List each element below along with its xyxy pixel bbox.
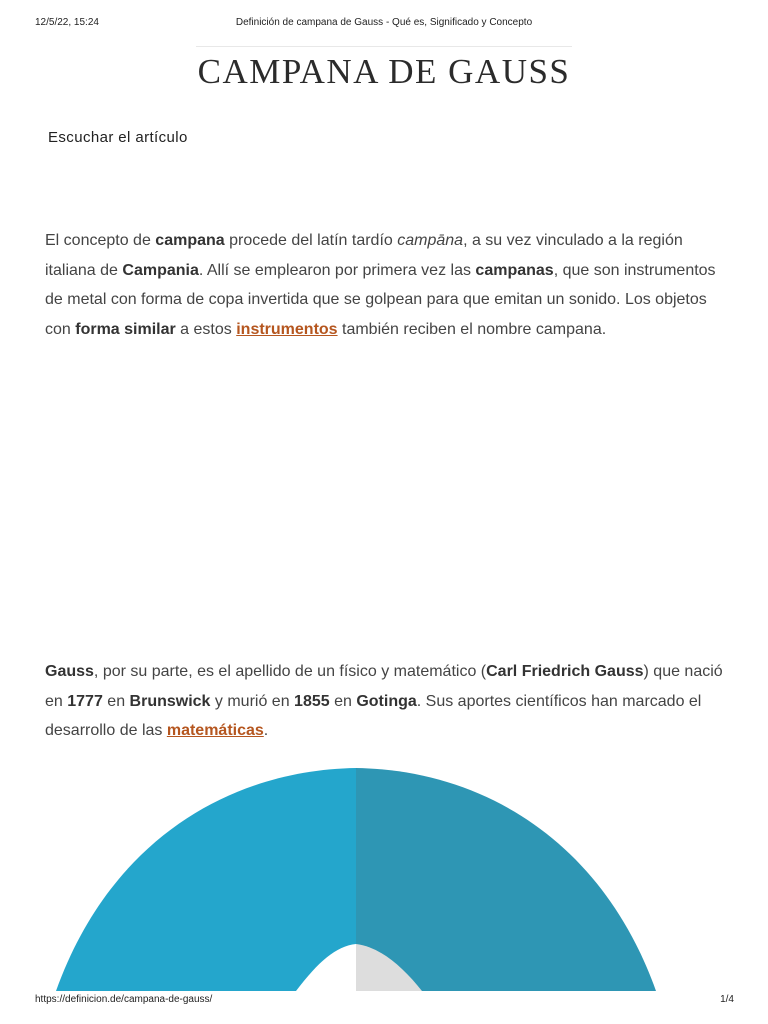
listen-article-button[interactable]: Escuchar el artículo <box>48 129 188 146</box>
bold-term: forma similar <box>75 320 176 338</box>
page-number: 1/4 <box>720 994 734 1005</box>
page-title: CAMPANA DE GAUSS <box>197 52 571 91</box>
bell-right-half <box>356 768 656 991</box>
print-footer <box>0 994 768 1008</box>
bell-left-half <box>56 768 356 991</box>
bold-term: Brunswick <box>129 692 211 710</box>
bell-curve-illustration-icon <box>0 740 768 991</box>
bold-term: 1855 <box>294 692 330 710</box>
article-paragraph-2: Gauss, por su parte, es el apellido de un físico y matemático (Carl Friedrich Gauss) que nació en 1777 en Brunswick y murió en 1855 en Gotinga. Sus aportes científicos han marcado el desarrollo de las matemáticas. <box>45 663 723 740</box>
bold-term: campanas <box>475 261 554 279</box>
italic-term: campāna <box>397 232 464 249</box>
inline-link[interactable]: instrumentos <box>236 320 338 338</box>
bold-term: Gauss <box>45 663 94 680</box>
bold-term: Carl Friedrich Gauss <box>486 663 644 680</box>
bell-curve-illustration-icon <box>0 740 768 991</box>
article-paragraph-1: El concepto de campana procede del latín tardío campāna, a su vez vinculado a la región italiana de Campania. Allí se emplearon por primera vez las campanas, que son instrumentos de metal con forma de copa invertida que se golpean para que emitan un sonido. Los objetos con forma similar a estos instrumentos también reciben el nombre campana. <box>45 232 716 338</box>
bold-term: Campania <box>122 261 199 279</box>
bold-term: 1777 <box>67 692 103 710</box>
print-url[interactable]: https://definicion.de/campana-de-gauss/ <box>35 994 213 1005</box>
bold-term: Gotinga <box>356 692 417 710</box>
bold-term: campana <box>155 232 225 249</box>
print-header <box>0 17 768 31</box>
print-document-title: Definición de campana de Gauss - Qué es, Significado y Concepto <box>235 17 533 28</box>
inline-link[interactable]: matemáticas <box>166 722 264 740</box>
print-timestamp: 12/5/22, 15:24 <box>35 17 99 28</box>
title-divider <box>196 46 572 47</box>
